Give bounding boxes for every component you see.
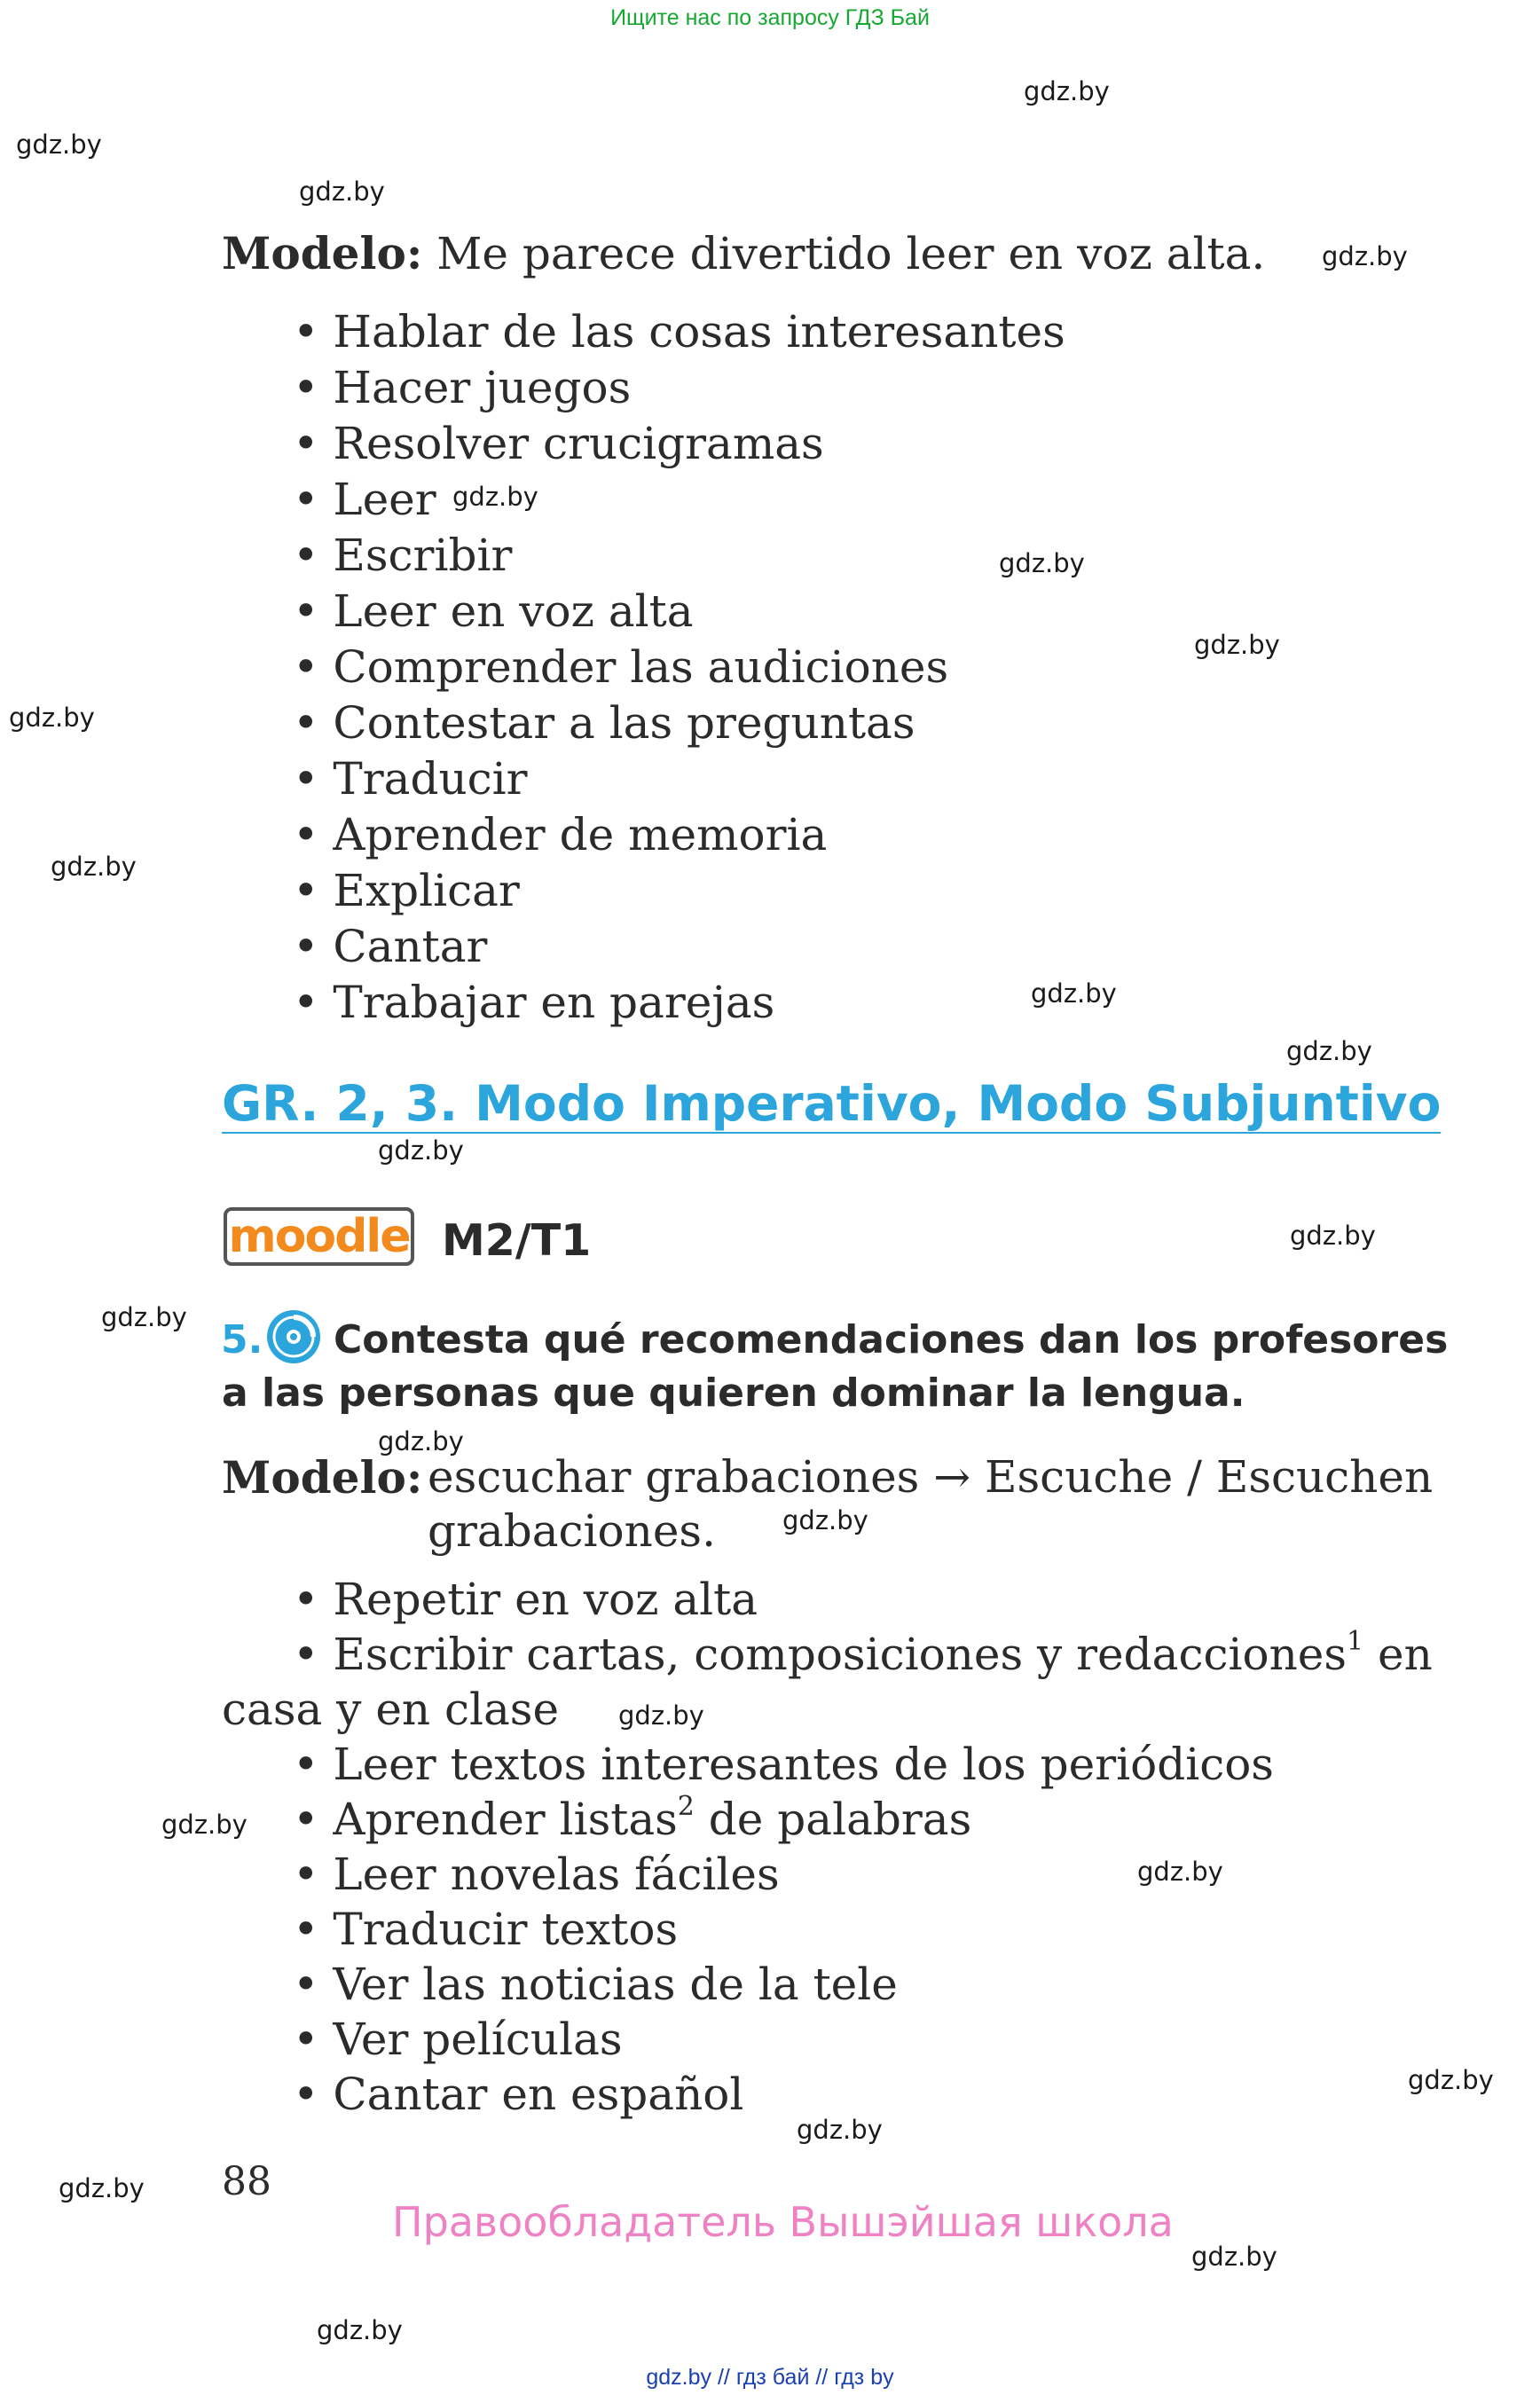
rights-holder: Правообладатель Вышэйшая школа xyxy=(392,2198,1174,2246)
list-item: • Aprender de memoria xyxy=(293,807,1065,863)
model-label: Modelo: xyxy=(222,227,423,279)
top-banner[interactable]: Ищите нас по запросу ГДЗ Бай xyxy=(610,5,930,30)
list-item: • Traducir xyxy=(293,751,1065,807)
list-item: • Traducir textos xyxy=(293,1904,679,1955)
list-item-text: de palabras xyxy=(694,1794,972,1845)
watermark: gdz.by xyxy=(16,130,102,160)
watermark: gdz.by xyxy=(1194,630,1280,660)
task-instruction-line-1: Contesta qué recomendaciones dan los profesores xyxy=(334,1317,1449,1362)
watermark: gdz.by xyxy=(797,2115,883,2145)
watermark: gdz.by xyxy=(1137,1857,1223,1887)
grammar-heading[interactable]: GR. 2, 3. Modo Imperativo, Modo Subjuntivo xyxy=(222,1075,1442,1132)
list-item: • Ver las noticias de la tele xyxy=(293,1959,898,2010)
list-item-text: Aprender listas xyxy=(333,1794,678,1845)
footnote-mark: 2 xyxy=(677,1791,695,1822)
footer-links[interactable]: gdz.by // гдз бай // гдз by xyxy=(646,2365,894,2390)
watermark: gdz.by xyxy=(999,548,1085,578)
page-number: 88 xyxy=(222,2159,271,2204)
list-item-text: Traducir textos xyxy=(333,1904,679,1955)
list-item-text: Repetir en voz alta xyxy=(333,1574,758,1625)
list-item: • Escribir cartas, composiciones y redacciones$^1$ en xyxy=(293,1626,1433,1680)
task-number: 5. xyxy=(221,1317,263,1362)
watermark: gdz.by xyxy=(1408,2065,1494,2095)
moodle-code[interactable]: M2/T1 xyxy=(442,1215,592,1266)
list-item-text: Ver las noticias de la tele xyxy=(333,1959,898,2010)
model-text-line-1: escuchar grabaciones → Escuche / Escuchen xyxy=(428,1451,1434,1503)
list-item: • Trabajar en parejas xyxy=(293,975,1065,1031)
list-item: • Repetir en voz alta xyxy=(293,1574,758,1625)
watermark: gdz.by xyxy=(782,1505,868,1535)
watermark: gdz.by xyxy=(1290,1221,1376,1251)
list-item: • Resolver crucigramas xyxy=(293,416,1065,472)
watermark: gdz.by xyxy=(317,2315,403,2345)
footnote-mark: 1 xyxy=(1347,1626,1364,1657)
watermark: gdz.by xyxy=(59,2173,145,2203)
model-example-1 xyxy=(222,227,1265,279)
watermark: gdz.by xyxy=(452,482,538,512)
list-item: • Comprender las audiciones xyxy=(293,640,1065,695)
list-item: • Contestar a las preguntas xyxy=(293,695,1065,751)
list-item-text: Escribir cartas, composiciones y redacciones xyxy=(333,1629,1348,1680)
watermark: gdz.by xyxy=(1031,978,1117,1009)
moodle-logo-text: moodle xyxy=(228,1210,410,1263)
watermark: gdz.by xyxy=(1286,1036,1372,1066)
activity-list xyxy=(293,304,1065,1031)
list-item: • Explicar xyxy=(293,863,1065,919)
list-item: • Leer en voz alta xyxy=(293,584,1065,640)
watermark: gdz.by xyxy=(378,1426,464,1457)
list-item: • Leer novelas fáciles xyxy=(293,1849,780,1900)
watermark: gdz.by xyxy=(1191,2242,1277,2272)
watermark: gdz.by xyxy=(1322,241,1408,271)
list-item-text: Leer novelas fáciles xyxy=(333,1849,780,1900)
list-item: • Cantar en español xyxy=(293,2069,744,2120)
watermark: gdz.by xyxy=(618,1700,704,1731)
watermark: gdz.by xyxy=(1024,76,1110,106)
list-item-text: Leer textos interesantes de los periódicos xyxy=(333,1739,1274,1790)
list-item-text: Cantar en español xyxy=(333,2069,744,2120)
list-item-text: Ver películas xyxy=(333,2014,623,2065)
watermark: gdz.by xyxy=(161,1810,248,1840)
list-item: • Leer xyxy=(293,472,1065,528)
watermark: gdz.by xyxy=(299,177,385,207)
list-item: • Hacer juegos xyxy=(293,360,1065,416)
audio-cd-icon[interactable] xyxy=(264,1308,323,1366)
list-item: • Escribir xyxy=(293,528,1065,584)
watermark: gdz.by xyxy=(378,1135,464,1166)
task-instruction-line-2: a las personas que quieren dominar la lengua. xyxy=(222,1370,1245,1416)
list-item: • Leer textos interesantes de los periódicos xyxy=(293,1739,1274,1790)
watermark: gdz.by xyxy=(51,852,137,882)
list-item-text: en xyxy=(1363,1629,1433,1680)
watermark: gdz.by xyxy=(9,703,95,733)
list-item: • Hablar de las cosas interesantes xyxy=(293,304,1065,360)
list-item: • Cantar xyxy=(293,919,1065,975)
list-item-continuation: casa y en clase xyxy=(222,1684,560,1735)
watermark: gdz.by xyxy=(101,1302,187,1332)
model-label: Modelo: xyxy=(222,1451,423,1504)
list-item: • Ver películas xyxy=(293,2014,623,2065)
model-text-line-2: grabaciones. xyxy=(428,1505,716,1557)
model-text: Me parece divertido leer en voz alta. xyxy=(436,228,1266,279)
list-item: • Aprender listas$^2$ de palabras xyxy=(293,1791,972,1845)
moodle-logo[interactable] xyxy=(224,1207,414,1266)
